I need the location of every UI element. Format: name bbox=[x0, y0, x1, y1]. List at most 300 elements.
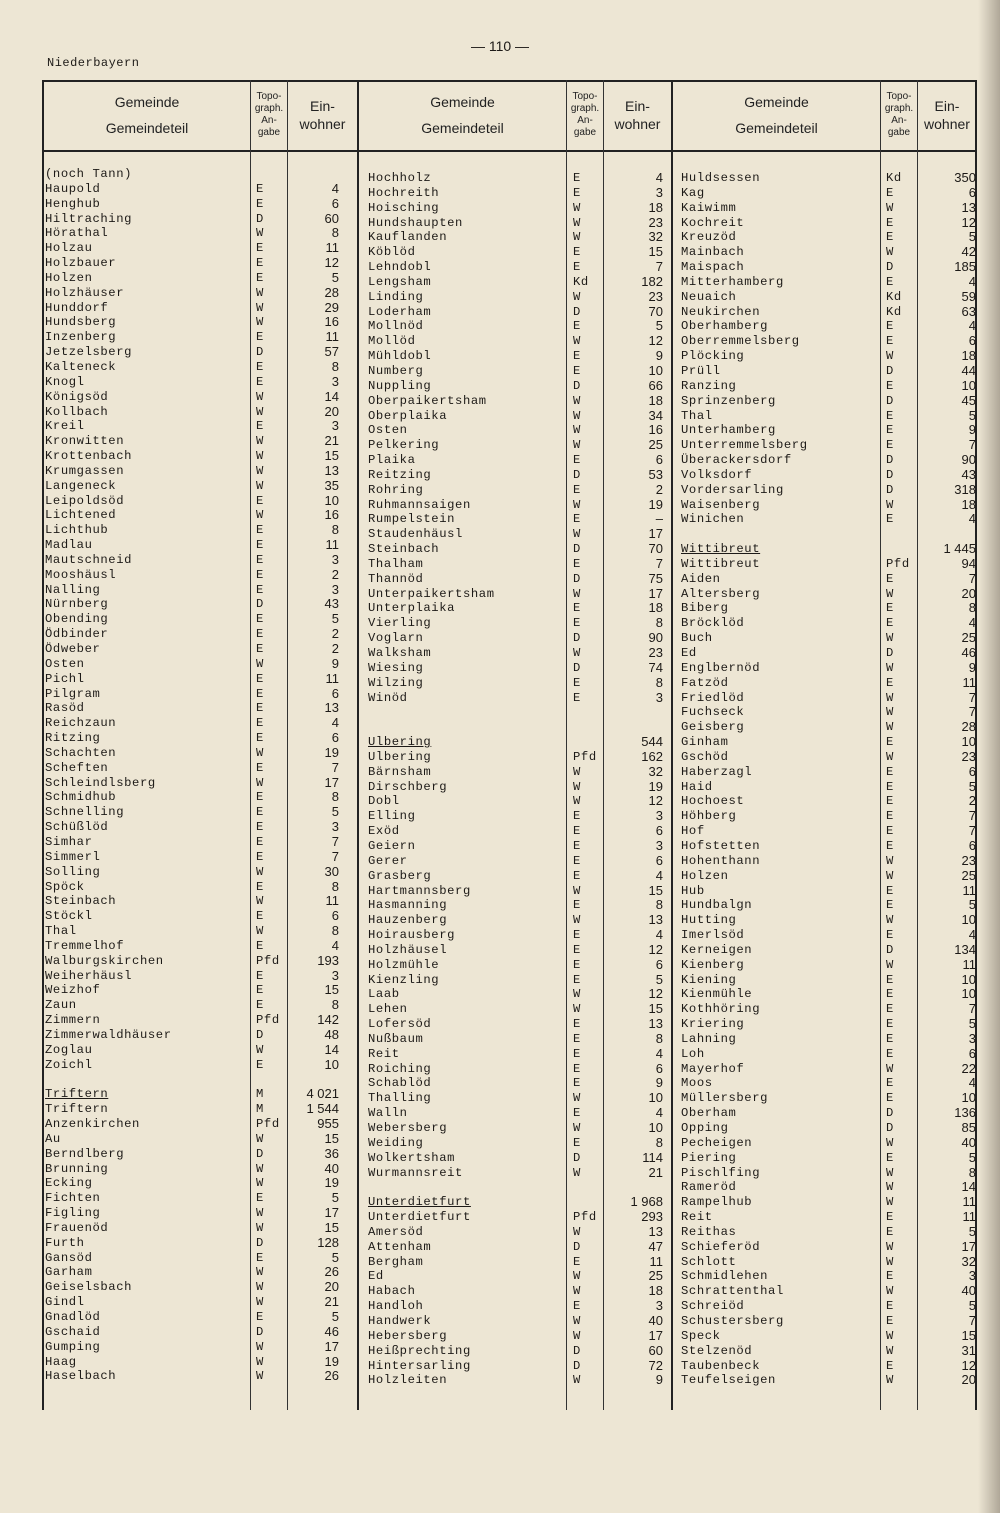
column-group-divider bbox=[357, 80, 359, 1410]
header-topo-line: An- bbox=[261, 115, 277, 126]
header-gemeinde bbox=[673, 80, 880, 150]
place-name: Holzmühle bbox=[368, 957, 440, 972]
population: 11 bbox=[962, 1194, 976, 1210]
population: 40 bbox=[961, 1134, 976, 1150]
topo-code: Kd bbox=[886, 304, 902, 319]
population: 2 bbox=[968, 793, 976, 809]
population: 14 bbox=[961, 1179, 976, 1195]
topo-code: E bbox=[573, 260, 581, 275]
place-name: Nürnberg bbox=[45, 597, 109, 612]
table-row bbox=[45, 1280, 339, 1295]
table-row bbox=[45, 597, 339, 612]
population: 15 bbox=[324, 982, 339, 998]
population: 18 bbox=[648, 199, 663, 215]
table-row bbox=[681, 216, 976, 231]
population: 22 bbox=[961, 1060, 976, 1076]
place-name: Holzau bbox=[45, 241, 93, 256]
table-row bbox=[681, 527, 976, 542]
population: 7 bbox=[968, 1001, 976, 1017]
topo-code bbox=[253, 1072, 293, 1087]
table-row bbox=[45, 523, 339, 538]
population: 5 bbox=[968, 1223, 976, 1239]
table-row bbox=[368, 928, 663, 943]
place-name: Gschaid bbox=[45, 1324, 101, 1339]
place-name: Madlau bbox=[45, 538, 93, 553]
table-row bbox=[368, 750, 663, 765]
place-name: Vordersarling bbox=[681, 482, 784, 497]
place-name: Tremmelhof bbox=[45, 938, 125, 953]
header-gemeinde-label: Gemeinde bbox=[114, 94, 180, 110]
table-row bbox=[45, 1325, 339, 1340]
topo-code: E bbox=[256, 493, 264, 508]
topo-code: W bbox=[573, 200, 581, 215]
population bbox=[608, 1180, 663, 1195]
topo-code: E bbox=[886, 512, 894, 527]
place-name: Fuchseck bbox=[681, 705, 745, 720]
table-row bbox=[45, 553, 339, 568]
topo-code: E bbox=[256, 790, 264, 805]
topo-code: E bbox=[256, 686, 264, 701]
population: 955 bbox=[317, 1116, 339, 1131]
place-name: Imerlsöd bbox=[681, 928, 745, 943]
table-row bbox=[45, 805, 339, 820]
place-name: Stelzenöd bbox=[681, 1343, 753, 1358]
topo-code: E bbox=[886, 215, 894, 230]
place-name: Simhar bbox=[45, 834, 93, 849]
place-name: Thannöd bbox=[368, 571, 424, 586]
table-row bbox=[368, 245, 663, 260]
place-name: Kothhöring bbox=[681, 1002, 761, 1017]
table-row bbox=[368, 498, 663, 513]
population: 15 bbox=[648, 1001, 663, 1017]
topo-code: E bbox=[573, 824, 581, 839]
place-name: Biberg bbox=[681, 601, 729, 616]
topo-code: D bbox=[573, 1150, 581, 1165]
table-row bbox=[368, 1344, 663, 1359]
topo-code: E bbox=[256, 716, 264, 731]
population bbox=[608, 705, 663, 720]
population: 8 bbox=[968, 1164, 976, 1180]
topo-code: D bbox=[256, 345, 264, 360]
topo-code: E bbox=[573, 1017, 581, 1032]
population: 17 bbox=[324, 1338, 339, 1354]
topo-code: D bbox=[573, 467, 581, 482]
table-column-3 bbox=[681, 171, 976, 1388]
place-name: Ed bbox=[368, 1269, 384, 1284]
topo-code: W bbox=[256, 449, 264, 464]
table-row bbox=[368, 305, 663, 320]
topo-code: D bbox=[573, 378, 581, 393]
topo-code bbox=[568, 1180, 608, 1195]
table-row bbox=[45, 315, 339, 330]
population: 6 bbox=[331, 908, 339, 924]
topo-code bbox=[881, 542, 921, 557]
place-name: Obending bbox=[45, 612, 109, 627]
table-row bbox=[368, 1359, 663, 1374]
population: 23 bbox=[648, 288, 663, 304]
place-name: Pischlfing bbox=[681, 1165, 761, 1180]
place-name: Ödweber bbox=[45, 642, 101, 656]
topo-code: W bbox=[256, 656, 264, 671]
place-name: Krottenbach bbox=[45, 449, 133, 464]
place-name: Hub bbox=[681, 883, 705, 898]
topo-code: E bbox=[256, 968, 264, 983]
topo-code: W bbox=[573, 883, 581, 898]
place-name: Kreil bbox=[45, 419, 85, 434]
place-name: Triftern bbox=[45, 1087, 109, 1102]
topo-code: W bbox=[886, 853, 894, 868]
place-name: Bröcklöd bbox=[681, 616, 745, 631]
table-row bbox=[45, 568, 339, 583]
place-name: Hauzenberg bbox=[368, 913, 448, 928]
topo-code: E bbox=[886, 1046, 894, 1061]
topo-code: E bbox=[886, 838, 894, 853]
topo-code: D bbox=[256, 1146, 264, 1161]
population bbox=[293, 1072, 339, 1087]
table-row bbox=[368, 1284, 663, 1299]
place-name: Gindl bbox=[45, 1295, 85, 1310]
population: 6 bbox=[968, 333, 976, 349]
table-row bbox=[681, 349, 976, 364]
place-name: Prüll bbox=[681, 363, 721, 378]
table-row bbox=[368, 631, 663, 646]
place-name: Triftern bbox=[45, 1102, 109, 1117]
table-row bbox=[45, 687, 339, 702]
population: 19 bbox=[324, 1353, 339, 1369]
table-row bbox=[368, 423, 663, 438]
table-row bbox=[368, 216, 663, 231]
table-row bbox=[45, 998, 339, 1013]
topo-code: E bbox=[256, 998, 264, 1013]
place-name: Schnelling bbox=[45, 805, 125, 820]
topo-code: W bbox=[886, 1165, 894, 1180]
table-row bbox=[681, 869, 976, 884]
place-name: Schleindlsberg bbox=[45, 775, 156, 790]
population: 5 bbox=[331, 804, 339, 820]
place-name: Ulbering bbox=[368, 735, 432, 750]
place-name: Oberham bbox=[681, 1106, 737, 1121]
place-name: Holzleiten bbox=[368, 1373, 448, 1388]
place-name: Lahning bbox=[681, 1031, 737, 1046]
topo-code: E bbox=[886, 898, 894, 913]
header-topo bbox=[251, 80, 287, 150]
population: 23 bbox=[648, 214, 663, 230]
table-row bbox=[45, 880, 339, 895]
population: 1 445 bbox=[943, 541, 976, 557]
population: 19 bbox=[648, 496, 663, 512]
population: 72 bbox=[648, 1357, 663, 1373]
topo-code bbox=[253, 167, 293, 182]
population: 4 bbox=[968, 318, 976, 334]
header-topo-line: Topo- bbox=[572, 91, 598, 102]
header-gemeinde bbox=[359, 80, 566, 150]
table-row bbox=[368, 260, 663, 275]
population: 18 bbox=[648, 1283, 663, 1299]
place-name: Steinbach bbox=[368, 542, 440, 557]
population: 13 bbox=[648, 1223, 663, 1239]
population: 23 bbox=[648, 645, 663, 660]
topo-code: W bbox=[256, 1206, 264, 1221]
place-name: Altersberg bbox=[681, 586, 761, 601]
population: 18 bbox=[648, 392, 663, 408]
population: 3 bbox=[655, 184, 663, 200]
table-row bbox=[681, 1091, 976, 1106]
topo-code: W bbox=[886, 1373, 894, 1388]
place-name: Hörathal bbox=[45, 226, 109, 241]
table-row bbox=[681, 735, 976, 750]
table-row bbox=[368, 379, 663, 394]
population: 8 bbox=[331, 878, 339, 894]
place-name: Reithas bbox=[681, 1224, 737, 1239]
header-gemeinde-label: Gemeinde bbox=[744, 94, 809, 110]
table-row bbox=[45, 449, 339, 464]
table-row bbox=[681, 1269, 976, 1284]
place-name: Hartmannsberg bbox=[368, 883, 471, 898]
table-row bbox=[45, 508, 339, 523]
table-row bbox=[45, 1355, 339, 1370]
population: 4 bbox=[968, 273, 976, 289]
place-name: Kollbach bbox=[45, 404, 109, 419]
topo-code: W bbox=[886, 1239, 894, 1254]
topo-code: D bbox=[256, 1324, 264, 1339]
place-name: Opping bbox=[681, 1121, 729, 1135]
table-row bbox=[681, 438, 976, 453]
table-row bbox=[368, 1255, 663, 1270]
table-row bbox=[368, 616, 663, 631]
table-row bbox=[368, 720, 663, 735]
topo-code: D bbox=[573, 1358, 581, 1373]
place-name: Au bbox=[45, 1131, 61, 1146]
topo-code: E bbox=[256, 1057, 264, 1072]
population: 25 bbox=[961, 630, 976, 646]
topo-code: W bbox=[886, 1135, 894, 1150]
table-row-municipality bbox=[45, 1087, 339, 1102]
population: 7 bbox=[968, 689, 976, 705]
table-row bbox=[681, 1076, 976, 1091]
population: 25 bbox=[648, 437, 663, 453]
place-name: Hundbalgn bbox=[681, 898, 753, 913]
topo-code: E bbox=[886, 378, 894, 393]
place-name: Kriering bbox=[681, 1017, 745, 1032]
population: 5 bbox=[331, 1308, 339, 1324]
population: 14 bbox=[324, 1041, 339, 1057]
place-name: Bergham bbox=[368, 1254, 424, 1269]
population: 17 bbox=[324, 1205, 339, 1221]
topo-code: W bbox=[886, 586, 894, 601]
topo-code: W bbox=[886, 690, 894, 705]
place-name: Garham bbox=[45, 1265, 93, 1280]
topo-code bbox=[568, 720, 608, 735]
population: 12 bbox=[648, 333, 663, 349]
table-row bbox=[681, 290, 976, 305]
table-row bbox=[368, 1225, 663, 1240]
place-name: Fichten bbox=[45, 1191, 101, 1206]
population: 31 bbox=[961, 1342, 976, 1358]
topo-code: W bbox=[256, 745, 264, 760]
population bbox=[608, 720, 663, 735]
table-row bbox=[368, 1091, 663, 1106]
population: 16 bbox=[648, 422, 663, 438]
place-name: Thalling bbox=[368, 1091, 432, 1106]
table-row bbox=[45, 865, 339, 880]
topo-code: E bbox=[886, 1313, 894, 1328]
place-name: Frauenöd bbox=[45, 1220, 109, 1235]
population: 4 bbox=[655, 867, 663, 883]
topo-code: E bbox=[573, 171, 581, 185]
topo-code: W bbox=[573, 1284, 581, 1299]
table-row bbox=[45, 672, 339, 687]
table-row-municipality bbox=[368, 1195, 663, 1210]
population: 9 bbox=[655, 1372, 663, 1388]
population: 32 bbox=[648, 763, 663, 779]
table-row bbox=[368, 319, 663, 334]
place-name: Grasberg bbox=[368, 868, 432, 883]
population: 7 bbox=[655, 555, 663, 571]
place-name: Geiern bbox=[368, 838, 416, 853]
place-name: Kag bbox=[681, 185, 705, 200]
population: 60 bbox=[324, 210, 339, 226]
population: 46 bbox=[324, 1323, 339, 1339]
topo-code: E bbox=[256, 359, 264, 374]
place-name: Amersöd bbox=[368, 1224, 424, 1239]
place-name: Überackersdorf bbox=[681, 453, 792, 468]
table-row bbox=[368, 1136, 663, 1151]
table-row bbox=[45, 1147, 339, 1162]
population: 3 bbox=[968, 1030, 976, 1046]
place-name: Volksdorf bbox=[681, 467, 753, 482]
population: 34 bbox=[648, 407, 663, 423]
population: 18 bbox=[961, 348, 976, 364]
table-row bbox=[681, 1329, 976, 1344]
population: 13 bbox=[324, 462, 339, 478]
place-name: Bärnsham bbox=[368, 764, 432, 779]
topo-code: Pfd bbox=[256, 953, 280, 968]
population: 40 bbox=[961, 1283, 976, 1299]
table-row bbox=[45, 835, 339, 850]
topo-code: E bbox=[256, 330, 264, 345]
table-row bbox=[368, 394, 663, 409]
table-row bbox=[368, 646, 663, 661]
table-row bbox=[681, 334, 976, 349]
population: 1 968 bbox=[630, 1194, 663, 1210]
table-row bbox=[681, 661, 976, 676]
topo-code: W bbox=[256, 1176, 264, 1191]
place-name: Holzen bbox=[45, 270, 93, 285]
place-name: Hasmanning bbox=[368, 898, 448, 913]
table-row bbox=[681, 839, 976, 854]
place-name: Schustersberg bbox=[681, 1313, 784, 1328]
place-name: Hiltraching bbox=[45, 211, 133, 226]
place-name: Oberplaika bbox=[368, 408, 448, 423]
header-topo-line: gabe bbox=[887, 127, 911, 138]
population: 3 bbox=[655, 837, 663, 853]
place-name: Hunddorf bbox=[45, 300, 109, 315]
table-row bbox=[368, 557, 663, 572]
topo-code: E bbox=[256, 701, 264, 716]
population: 70 bbox=[648, 303, 663, 319]
population: 11 bbox=[962, 956, 976, 972]
topo-code: D bbox=[886, 482, 894, 497]
table-row bbox=[681, 973, 976, 988]
table-row bbox=[368, 364, 663, 379]
table-row bbox=[368, 1151, 663, 1166]
place-name: Kalteneck bbox=[45, 359, 117, 374]
topo-code: W bbox=[256, 478, 264, 493]
place-name: Simmerl bbox=[45, 849, 101, 864]
population: 10 bbox=[961, 971, 976, 987]
population: 5 bbox=[968, 1016, 976, 1032]
topo-code: W bbox=[573, 1002, 581, 1017]
topo-code: D bbox=[886, 393, 894, 408]
place-name: Lichthub bbox=[45, 523, 109, 538]
population: 74 bbox=[648, 659, 663, 675]
topo-code: E bbox=[886, 601, 894, 616]
place-name bbox=[368, 1180, 568, 1195]
place-name: Kochreit bbox=[681, 215, 745, 230]
table-row bbox=[681, 379, 976, 394]
place-name: Hundshaupten bbox=[368, 215, 463, 230]
population: 15 bbox=[648, 244, 663, 260]
header-einwohner-line: Ein- bbox=[934, 98, 960, 114]
place-name: Schieferöd bbox=[681, 1239, 761, 1254]
population: 53 bbox=[648, 466, 663, 482]
place-name: Haupold bbox=[45, 181, 101, 196]
population: 8 bbox=[331, 358, 339, 374]
place-name: Lofersöd bbox=[368, 1017, 432, 1032]
place-name: Aiden bbox=[681, 571, 721, 586]
population: 7 bbox=[968, 808, 976, 824]
table-row bbox=[45, 1369, 339, 1384]
topo-code: E bbox=[886, 1358, 894, 1373]
population: 5 bbox=[968, 407, 976, 423]
population: 2 bbox=[331, 641, 339, 656]
table-row bbox=[45, 612, 339, 627]
table-row bbox=[368, 958, 663, 973]
population: 8 bbox=[331, 923, 339, 939]
table-row bbox=[368, 572, 663, 587]
place-name: Ed bbox=[681, 646, 697, 660]
table-row bbox=[681, 1373, 976, 1388]
population: 5 bbox=[968, 897, 976, 913]
place-name: Waisenberg bbox=[681, 497, 761, 512]
topo-code: D bbox=[886, 646, 894, 660]
topo-code: W bbox=[573, 393, 581, 408]
table-row bbox=[45, 939, 339, 954]
table-row bbox=[45, 731, 339, 746]
table-row bbox=[681, 898, 976, 913]
population: 7 bbox=[655, 259, 663, 275]
place-name: Gerer bbox=[368, 853, 408, 868]
topo-code: E bbox=[886, 319, 894, 334]
table-row bbox=[45, 419, 339, 434]
topo-code: W bbox=[256, 404, 264, 419]
topo-code: E bbox=[573, 349, 581, 364]
table-row bbox=[368, 275, 663, 290]
place-name: Schmidhub bbox=[45, 790, 117, 805]
topo-code: E bbox=[573, 556, 581, 571]
topo-code: E bbox=[256, 1250, 264, 1265]
place-name bbox=[45, 1072, 253, 1087]
population: 9 bbox=[655, 348, 663, 364]
population: 162 bbox=[641, 748, 663, 764]
topo-code: D bbox=[886, 260, 894, 275]
population: 17 bbox=[648, 1327, 663, 1343]
table-row bbox=[45, 1176, 339, 1191]
population: 20 bbox=[324, 403, 339, 419]
topo-code: W bbox=[886, 957, 894, 972]
table-row bbox=[368, 349, 663, 364]
population: 12 bbox=[648, 941, 663, 957]
